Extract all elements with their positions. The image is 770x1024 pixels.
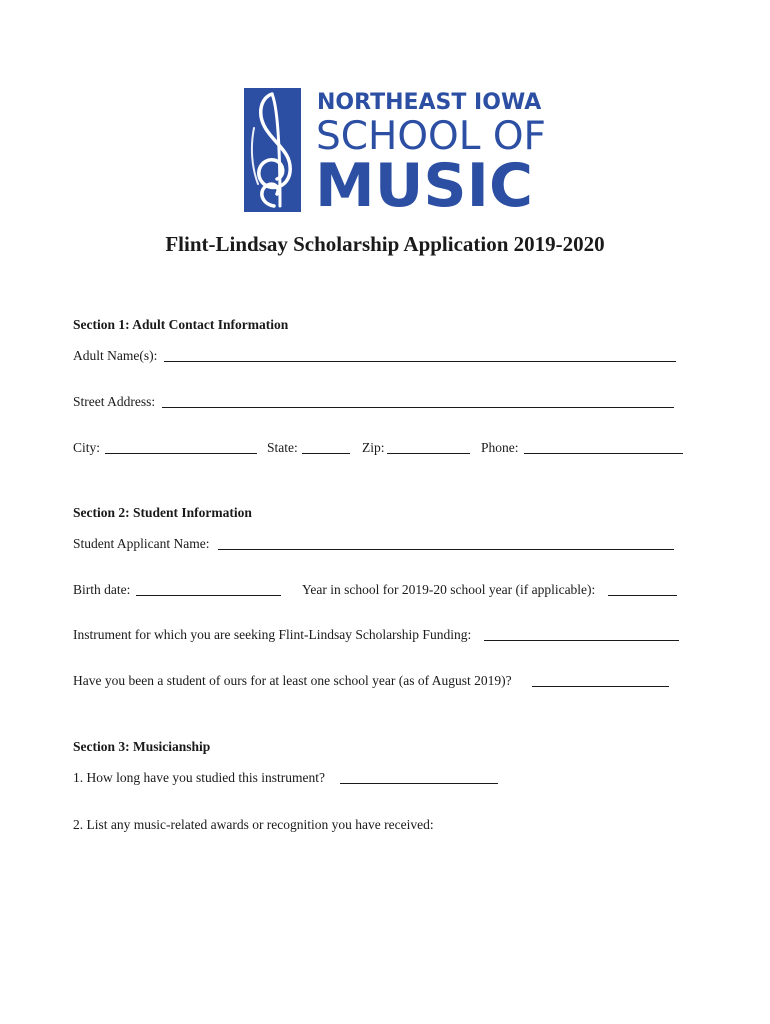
instrument-label: Instrument for which you are seeking Flint-Lindsay Scholarship Funding: [73, 627, 472, 642]
state-field[interactable] [302, 453, 350, 454]
street-address-label: Street Address: [73, 394, 156, 409]
birth-date-field[interactable] [136, 595, 281, 596]
prior-student-label: Have you been a student of ours for at least one school year (as of August 2019)? [73, 673, 512, 688]
instrument-row [73, 627, 683, 643]
years-studied-field[interactable] [340, 783, 498, 784]
city-label: City: [73, 440, 101, 455]
student-name-row [73, 536, 683, 552]
logo-line-school-of: SCHOOL OF [316, 114, 546, 159]
student-name-label: Student Applicant Name: [73, 536, 210, 551]
year-in-school-field[interactable] [608, 595, 677, 596]
adult-names-field[interactable] [164, 361, 676, 362]
city-state-zip-phone-row [73, 440, 685, 456]
adult-names-label: Adult Name(s): [73, 348, 158, 363]
birth-date-label: Birth date: [73, 582, 131, 597]
state-label: State: [267, 440, 298, 455]
section-3-heading: Section 3: Musicianship [73, 739, 211, 754]
phone-label: Phone: [481, 440, 519, 455]
city-field[interactable] [105, 453, 257, 454]
school-logo [244, 88, 546, 221]
zip-label: Zip: [362, 440, 385, 455]
logo-line-northeast-iowa: NORTHEAST IOWA [317, 90, 542, 115]
page-title: Flint-Lindsay Scholarship Application 2019-2020 [165, 232, 605, 256]
years-studied-row [73, 770, 683, 786]
street-address-field[interactable] [162, 407, 674, 408]
adult-names-row [73, 348, 683, 364]
awards-label: 2. List any music-related awards or recognition you have received: [73, 817, 434, 832]
prior-student-row [73, 673, 683, 689]
years-studied-label: 1. How long have you studied this instrument? [73, 770, 325, 785]
logo-line-music: MUSIC [315, 151, 533, 221]
street-address-row [73, 394, 683, 410]
instrument-field[interactable] [484, 640, 679, 641]
section-1-heading: Section 1: Adult Contact Information [73, 317, 289, 332]
year-in-school-label: Year in school for 2019-20 school year (if applicable): [302, 582, 596, 597]
birth-date-year-row [73, 582, 683, 598]
zip-field[interactable] [387, 453, 470, 454]
treble-clef-icon [244, 88, 301, 212]
section-2-heading: Section 2: Student Information [73, 505, 252, 520]
student-name-field[interactable] [218, 549, 674, 550]
phone-field[interactable] [524, 453, 683, 454]
awards-row [73, 817, 683, 833]
prior-student-field[interactable] [532, 686, 669, 687]
